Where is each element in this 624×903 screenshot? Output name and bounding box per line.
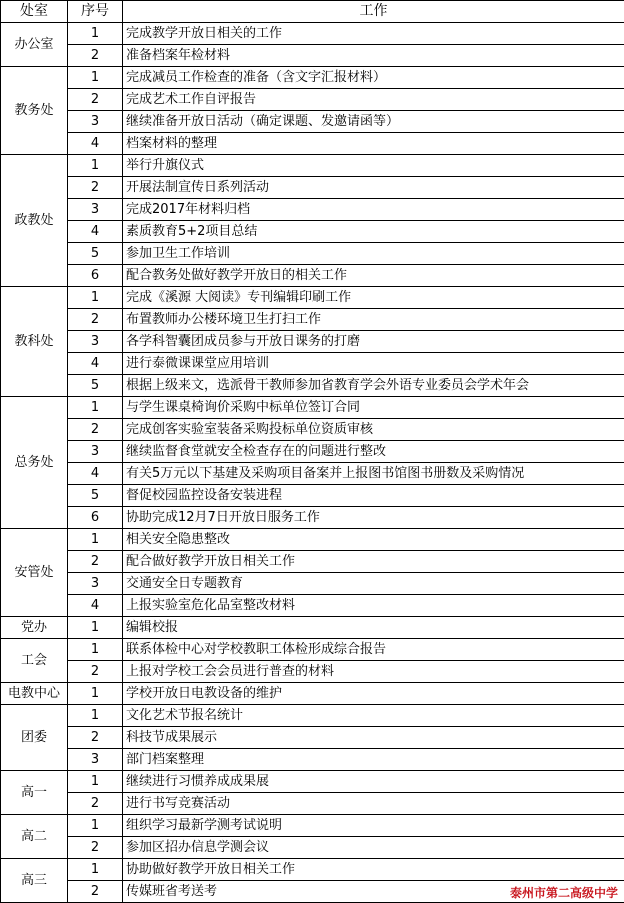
task-cell: 准备档案年检材料	[123, 45, 624, 67]
seq-cell: 6	[68, 507, 123, 529]
seq-cell: 1	[68, 23, 123, 45]
task-cell: 开展法制宣传日系列活动	[123, 177, 624, 199]
dept-cell: 电教中心	[1, 683, 68, 705]
task-cell: 继续准备开放日活动（确定课题、发邀请函等）	[123, 111, 624, 133]
table-row	[1, 727, 624, 749]
seq-cell: 5	[68, 375, 123, 397]
table-row	[1, 221, 624, 243]
table-row	[1, 815, 624, 837]
seq-cell: 3	[68, 573, 123, 595]
seq-cell: 1	[68, 639, 123, 661]
seq-cell: 2	[68, 89, 123, 111]
dept-cell: 办公室	[1, 23, 68, 67]
table-row	[1, 309, 624, 331]
table-row	[1, 265, 624, 287]
task-cell: 完成教学开放日相关的工作	[123, 23, 624, 45]
task-cell: 有关5万元以下基建及采购项目备案并上报图书馆图书册数及采购情况	[123, 463, 624, 485]
task-cell: 继续监督食堂就安全检查存在的问题进行整改	[123, 441, 624, 463]
task-cell: 各学科智囊团成员参与开放日课务的打磨	[123, 331, 624, 353]
seq-cell: 2	[68, 727, 123, 749]
seq-cell: 4	[68, 463, 123, 485]
school-watermark: 泰州市第二高级中学	[509, 886, 618, 900]
table-row	[1, 45, 624, 67]
task-cell: 传媒班省考送考	[123, 881, 624, 903]
dept-cell: 教务处	[1, 67, 68, 155]
table-row	[1, 243, 624, 265]
table-row	[1, 705, 624, 727]
task-cell: 协助完成12月7日开放日服务工作	[123, 507, 624, 529]
task-cell: 完成创客实验室装备采购投标单位资质审核	[123, 419, 624, 441]
seq-cell: 1	[68, 397, 123, 419]
dept-cell: 党办	[1, 617, 68, 639]
table-row	[1, 441, 624, 463]
table-row	[1, 639, 624, 661]
task-cell: 学校开放日电教设备的维护	[123, 683, 624, 705]
seq-cell: 1	[68, 155, 123, 177]
header-dept: 处室	[1, 1, 68, 23]
seq-cell: 1	[68, 67, 123, 89]
task-cell: 继续进行习惯养成成果展	[123, 771, 624, 793]
task-cell: 科技节成果展示	[123, 727, 624, 749]
dept-cell: 政教处	[1, 155, 68, 287]
dept-cell: 教科处	[1, 287, 68, 397]
dept-cell: 安管处	[1, 529, 68, 617]
task-cell: 编辑校报	[123, 617, 624, 639]
task-cell: 与学生课桌椅询价采购中标单位签订合同	[123, 397, 624, 419]
table-row	[1, 177, 624, 199]
task-cell: 完成《溪源 大阅读》专刊编辑印刷工作	[123, 287, 624, 309]
seq-cell: 2	[68, 45, 123, 67]
table-row	[1, 573, 624, 595]
table-row	[1, 793, 624, 815]
task-cell: 督促校园监控设备安装进程	[123, 485, 624, 507]
seq-cell: 2	[68, 661, 123, 683]
task-cell: 上报对学校工会会员进行普查的材料	[123, 661, 624, 683]
task-cell: 档案材料的整理	[123, 133, 624, 155]
table-row	[1, 595, 624, 617]
header-seq: 序号	[68, 1, 123, 23]
task-cell: 进行泰微课课堂应用培训	[123, 353, 624, 375]
table-row	[1, 353, 624, 375]
seq-cell: 1	[68, 705, 123, 727]
seq-cell: 5	[68, 485, 123, 507]
table-row	[1, 749, 624, 771]
table-row	[1, 771, 624, 793]
seq-cell: 4	[68, 353, 123, 375]
table-row	[1, 287, 624, 309]
task-cell: 完成减员工作检查的准备（含文字汇报材料）	[123, 67, 624, 89]
seq-cell: 1	[68, 287, 123, 309]
table-row	[1, 133, 624, 155]
seq-cell: 3	[68, 331, 123, 353]
seq-cell: 2	[68, 177, 123, 199]
seq-cell: 2	[68, 551, 123, 573]
table-row	[1, 89, 624, 111]
seq-cell: 2	[68, 309, 123, 331]
task-cell: 交通安全日专题教育	[123, 573, 624, 595]
dept-cell: 高三	[1, 859, 68, 903]
seq-cell: 4	[68, 133, 123, 155]
task-cell: 完成艺术工作自评报告	[123, 89, 624, 111]
task-cell: 进行书写竞赛活动	[123, 793, 624, 815]
table-row	[1, 507, 624, 529]
table-row	[1, 683, 624, 705]
task-cell: 配合教务处做好教学开放日的相关工作	[123, 265, 624, 287]
table-row	[1, 463, 624, 485]
dept-cell: 高一	[1, 771, 68, 815]
seq-cell: 2	[68, 837, 123, 859]
seq-cell: 3	[68, 111, 123, 133]
seq-cell: 1	[68, 859, 123, 881]
task-cell: 参加区招办信息学测会议	[123, 837, 624, 859]
table-row	[1, 859, 624, 881]
table-row	[1, 661, 624, 683]
dept-cell: 团委	[1, 705, 68, 771]
task-cell: 上报实验室危化品室整改材料	[123, 595, 624, 617]
seq-cell: 4	[68, 221, 123, 243]
table-row	[1, 375, 624, 397]
table-row	[1, 155, 624, 177]
seq-cell: 2	[68, 793, 123, 815]
table-row	[1, 551, 624, 573]
task-cell: 参加卫生工作培训	[123, 243, 624, 265]
table-row	[1, 837, 624, 859]
task-cell: 完成2017年材料归档	[123, 199, 624, 221]
table-row	[1, 67, 624, 89]
table-body	[1, 1, 624, 903]
task-cell: 素质教育5+2项目总结	[123, 221, 624, 243]
seq-cell: 3	[68, 749, 123, 771]
table-row	[1, 23, 624, 45]
seq-cell: 1	[68, 815, 123, 837]
seq-cell: 3	[68, 199, 123, 221]
table-row	[1, 617, 624, 639]
table-row	[1, 331, 624, 353]
seq-cell: 3	[68, 441, 123, 463]
task-cell: 相关安全隐患整改	[123, 529, 624, 551]
table-row	[1, 529, 624, 551]
task-cell: 联系体检中心对学校教职工体检形成综合报告	[123, 639, 624, 661]
seq-cell: 1	[68, 771, 123, 793]
table-row	[1, 419, 624, 441]
header-work: 工作	[123, 1, 624, 23]
task-cell: 布置教师办公楼环境卫生打扫工作	[123, 309, 624, 331]
dept-cell: 总务处	[1, 397, 68, 529]
seq-cell: 1	[68, 617, 123, 639]
seq-cell: 6	[68, 265, 123, 287]
task-cell: 部门档案整理	[123, 749, 624, 771]
dept-cell: 工会	[1, 639, 68, 683]
task-cell: 组织学习最新学测考试说明	[123, 815, 624, 837]
table-row	[1, 485, 624, 507]
seq-cell: 4	[68, 595, 123, 617]
header-row	[1, 1, 624, 23]
task-cell: 协助做好教学开放日相关工作	[123, 859, 624, 881]
task-cell: 文化艺术节报名统计	[123, 705, 624, 727]
table-row	[1, 199, 624, 221]
seq-cell: 1	[68, 683, 123, 705]
seq-cell: 5	[68, 243, 123, 265]
seq-cell: 1	[68, 529, 123, 551]
table-row	[1, 111, 624, 133]
dept-cell: 高二	[1, 815, 68, 859]
seq-cell: 2	[68, 419, 123, 441]
task-cell: 配合做好教学开放日相关工作	[123, 551, 624, 573]
task-cell: 根据上级来文，选派骨干教师参加省教育学会外语专业委员会学术年会	[123, 375, 624, 397]
task-cell: 举行升旗仪式	[123, 155, 624, 177]
seq-cell: 2	[68, 881, 123, 903]
table-row	[1, 397, 624, 419]
